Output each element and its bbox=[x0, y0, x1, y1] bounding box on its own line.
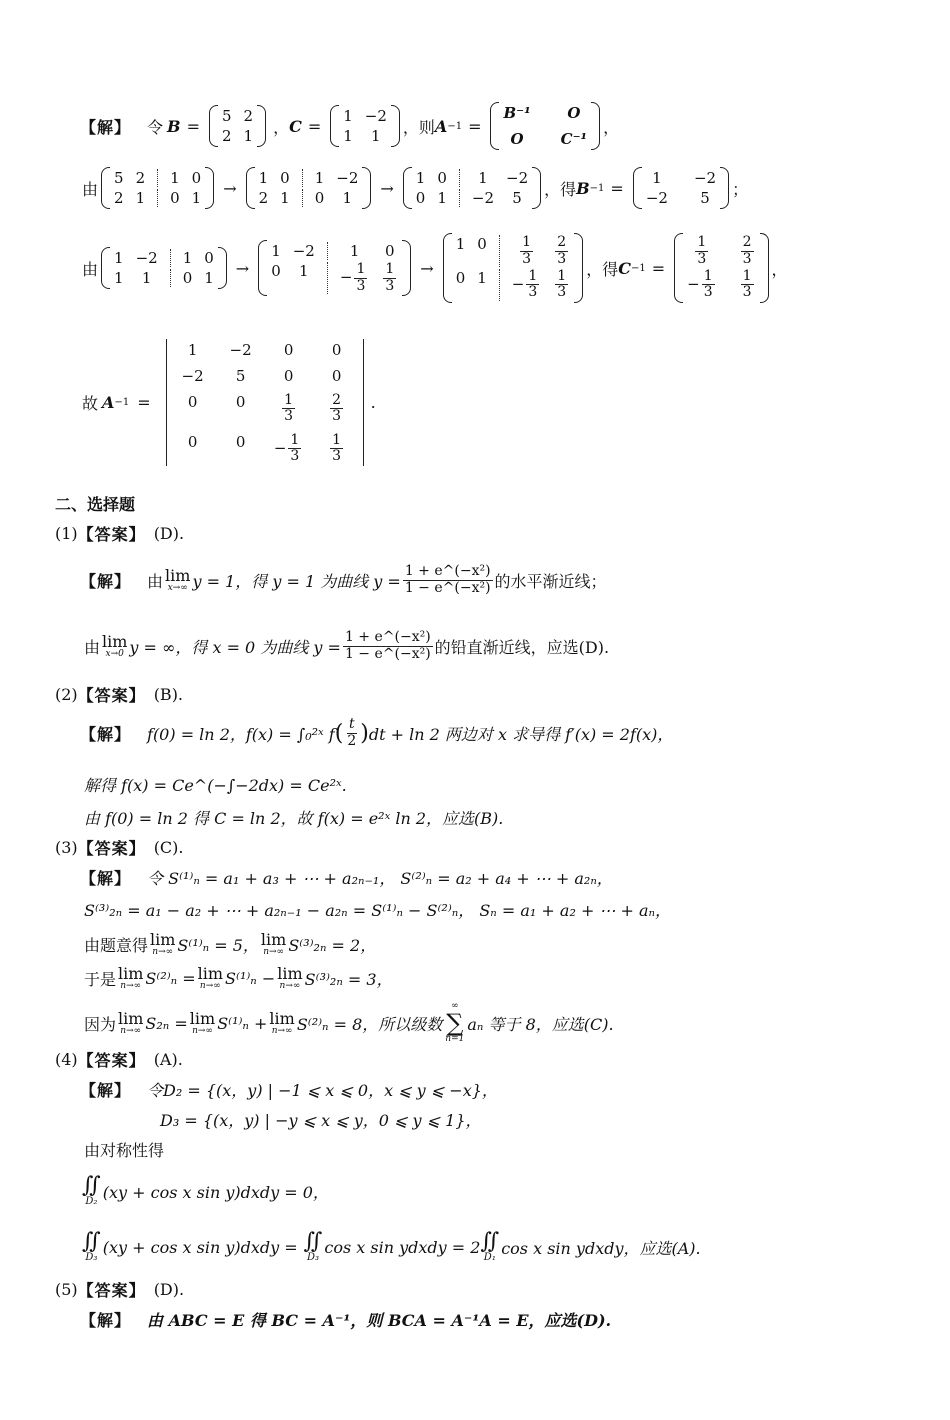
matrix-aug-6 bbox=[443, 233, 584, 303]
matrix-cell: 2 bbox=[258, 189, 269, 207]
text-then: ，则 bbox=[402, 117, 435, 137]
matrix-cell: 1 bbox=[204, 269, 214, 287]
q4-line3: 由对称性得 bbox=[84, 1141, 165, 1160]
matrix-cell: B⁻¹ bbox=[503, 104, 531, 122]
q4-line2: D₃ = {(x，y) | −y ⩽ x ⩽ y，0 ⩽ y ⩽ 1}， bbox=[160, 1111, 482, 1130]
q1-line1: 【解】 由 lim x→∞ y = 1，得 y = 1 为曲线 y = $\frac{\text{1 + e\textasciicircum{}(−x²)}}{\text{1 − e\textasciicircum{}(−x²)}}$ 的水平渐近线； bbox=[80, 563, 607, 596]
matrix-cell: 1 bbox=[114, 249, 124, 267]
matrix-cell: 0 bbox=[455, 269, 466, 287]
matrix-cell: 0 bbox=[204, 249, 214, 267]
matrix-cell: O bbox=[510, 130, 524, 148]
matrix-cell: − $\frac{1}{3}$ bbox=[511, 268, 538, 301]
matrix-cell: −2 bbox=[471, 189, 494, 207]
matrix-aug-5 bbox=[258, 240, 411, 296]
part1-line2: 由 5 2 1 0 2 1 0 1 → 1 0 1 −2 2 1 0 1 → 1 0 1 −2 0 1 −2 5 ，得 B −1 = 1 −2 −2 5 ； bbox=[82, 169, 749, 207]
matrix-cell: 1 bbox=[342, 189, 353, 207]
text-end: ， bbox=[603, 117, 620, 137]
matrix-cell: 1 bbox=[299, 262, 309, 281]
matrix-cell: 0 bbox=[283, 366, 294, 385]
matrix-cell: 1 bbox=[258, 169, 269, 187]
matrix-aug-1 bbox=[101, 167, 214, 209]
matrix-cell: $\frac{1}{3}$ bbox=[284, 391, 294, 425]
matrix-cell: 2 bbox=[243, 107, 254, 125]
matrix-cell: O bbox=[567, 104, 581, 122]
text-ling: 令 bbox=[147, 117, 164, 137]
matrix-cell: 0 bbox=[182, 269, 193, 287]
q3-line4: 于是 lim n→∞ S⁽²⁾ₙ = lim n→∞ S⁽¹⁾ₙ − lim n→∞ S⁽³⁾₂ₙ = 3， bbox=[84, 963, 393, 991]
jie-label: 【解】 bbox=[80, 117, 132, 137]
matrix-cell: 1 bbox=[280, 189, 290, 207]
text-you3: 由 bbox=[82, 259, 99, 279]
q3-line1: 【解】 令 S⁽¹⁾ₙ = a₁ + a₃ + ⋯ + a₂ₙ₋₁， S⁽²⁾ₙ = a₂ + a₄ + ⋯ + a₂ₙ， bbox=[80, 869, 613, 888]
matrix-cell: 0 bbox=[170, 189, 180, 207]
part1-line4: 故 A −1 = 1 −2 0 0 −2 5 0 0 0 0 $\frac{1}{3}$ $\frac{2}{3}$ 0 0 − $\frac{1}{3}$ $\frac{1}{3}$ . bbox=[82, 325, 376, 480]
matrix-cell: −2 bbox=[229, 340, 252, 359]
matrix-Cinv bbox=[674, 233, 768, 303]
matrix-cell: 1 bbox=[343, 127, 353, 145]
matrix-cell: 1 bbox=[114, 269, 124, 287]
matrix-cell: C⁻¹ bbox=[560, 130, 588, 148]
matrix-cell: 1 bbox=[141, 269, 152, 287]
matrix-aug-3 bbox=[403, 167, 541, 209]
matrix-cell: 5 bbox=[512, 189, 522, 207]
matrix-C bbox=[330, 105, 400, 147]
matrix-cell: −2 bbox=[181, 366, 204, 385]
part1-line1: 【解】 令 B = 5 2 2 1 ， C = 1 −2 1 1 ，则 A −1 = B⁻¹ O O C⁻¹ ， bbox=[80, 104, 620, 148]
matrix-cell: 2 bbox=[135, 169, 146, 187]
q3-line2: S⁽³⁾₂ₙ = a₁ − a₂ + ⋯ + a₂ₙ₋₁ − a₂ₙ = S⁽¹⁾ₙ − S⁽²⁾ₙ， Sₙ = a₁ + a₂ + ⋯ + aₙ， bbox=[84, 901, 672, 920]
matrix-cell: $\frac{1}{3}$ bbox=[522, 234, 531, 267]
text-gu: 故 bbox=[82, 394, 99, 413]
q5-line1: 【解】 由 ABC = E 得 BC = A⁻¹，则 BCA = A⁻¹A = E，应选(D). bbox=[80, 1311, 612, 1330]
matrix-cell: 1 bbox=[343, 107, 353, 125]
text-de: ，得 bbox=[544, 179, 577, 199]
matrix-cell: 5 bbox=[700, 189, 710, 207]
matrix-block bbox=[490, 102, 600, 150]
matrix-Binv bbox=[633, 167, 729, 209]
matrix-cell: 5 bbox=[235, 366, 246, 385]
matrix-cell: 1 bbox=[652, 169, 662, 187]
matrix-cell: −2 bbox=[645, 189, 668, 207]
matrix-cell: 1 bbox=[437, 189, 447, 207]
matrix-cell: 5 bbox=[221, 107, 232, 125]
matrix-Ainv bbox=[162, 339, 368, 467]
q4-answer: (4) 【答案】 (A). bbox=[55, 1050, 183, 1070]
matrix-cell: −2 bbox=[336, 169, 359, 187]
matrix-cell: 0 bbox=[437, 169, 447, 187]
matrix-cell: 5 bbox=[114, 169, 124, 187]
matrix-cell: 1 bbox=[415, 169, 426, 187]
q4-line5: ∬ D₃ (xy + cos x sin y)dxdy = ∬ D₃ cos x sin ydxdy = 2 ∬ D₁ cos x sin ydxdy，应选(A). bbox=[82, 1229, 701, 1263]
matrix-cell: $\frac{2}{3}$ bbox=[332, 391, 342, 425]
matrix-aug-4 bbox=[101, 247, 227, 289]
matrix-cell: 1 bbox=[191, 189, 202, 207]
matrix-cell: $\frac{1}{3}$ bbox=[557, 268, 567, 301]
matrix-cell: 0 bbox=[271, 262, 281, 281]
matrix-cell: 2 bbox=[114, 189, 124, 207]
matrix-cell: 0 bbox=[280, 169, 290, 187]
q3-answer: (3) 【答案】 (C). bbox=[55, 838, 184, 858]
q4-line1: 【解】 令D₂ = {(x，y) | −1 ⩽ x ⩽ 0，x ⩽ y ⩽ −x}， bbox=[80, 1081, 498, 1100]
matrix-cell: 1 bbox=[349, 242, 360, 261]
text-period: . bbox=[370, 393, 376, 412]
q2-line3: 由 f(0) = ln 2 得 C = ln 2，故 f(x) = e²ˣ ln 2，应选(B). bbox=[84, 809, 504, 828]
text-end2: ； bbox=[732, 179, 749, 199]
matrix-cell: 0 bbox=[331, 340, 342, 359]
matrix-cell: $\frac{1}{3}$ bbox=[385, 261, 395, 294]
q3-line3: 由题意得 lim n→∞ S⁽¹⁾ₙ = 5， lim n→∞ S⁽³⁾₂ₙ = 2， bbox=[84, 929, 377, 957]
matrix-cell: 1 bbox=[271, 242, 281, 261]
matrix-cell: −2 bbox=[292, 242, 315, 261]
q5-answer: (5) 【答案】 (D). bbox=[55, 1280, 185, 1300]
matrix-cell: 0 bbox=[415, 189, 426, 207]
text-end3: ， bbox=[771, 259, 788, 279]
matrix-B bbox=[209, 105, 266, 147]
q1-answer: (1) 【答案】 (D). bbox=[55, 524, 185, 544]
matrix-cell: $\frac{1}{3}$ bbox=[332, 431, 342, 464]
matrix-cell: −2 bbox=[693, 169, 717, 187]
q1-line2: 由 lim x→0 y = ∞，得 x = 0 为曲线 y = $\frac{\text{1 + e\textasciicircum{}(−x²)}}{\text{1 − e\textasciicircum{}(−x²)}}$ 的铅直渐近线，应选(D). bbox=[84, 629, 610, 662]
q4-line4: ∬ D₂ (xy + cos x sin y)dxdy = 0， bbox=[82, 1173, 329, 1207]
matrix-cell: 1 bbox=[477, 269, 487, 287]
matrix-cell: 1 bbox=[135, 189, 146, 207]
matrix-cell: 0 bbox=[477, 235, 487, 254]
matrix-cell: 1 bbox=[187, 340, 198, 359]
q3-line5: 因为 lim n→∞ S₂ₙ = lim n→∞ S⁽¹⁾ₙ + lim n→∞ S⁽²⁾ₙ = 8，所以级数 ∞ ∑ n=1 aₙ 等于 8，应选(C). bbox=[84, 1001, 614, 1044]
sym-C: C bbox=[289, 116, 302, 136]
q2-line2: 解得 f(x) = Ce^(−∫−2dx) = Ce²ˣ. bbox=[84, 776, 347, 795]
q2-answer: (2) 【答案】 (B). bbox=[55, 685, 184, 705]
matrix-cell: − $\frac{1}{3}$ bbox=[687, 268, 713, 301]
q2-line1: 【解】 f(0) = ln 2，f(x) = ∫₀²ˣ f ( $\frac{t}{2}$ ) dt + ln 2 两边对 x 求导得 f′(x) = 2f(x)， bbox=[80, 716, 674, 749]
matrix-cell: 1 bbox=[243, 127, 254, 145]
sym-A: A bbox=[434, 116, 448, 136]
matrix-cell: −2 bbox=[135, 249, 158, 267]
matrix-cell: 0 bbox=[385, 242, 395, 261]
matrix-cell: $\frac{2}{3}$ bbox=[557, 234, 567, 267]
matrix-cell: − $\frac{1}{3}$ bbox=[273, 431, 300, 464]
matrix-cell: 0 bbox=[235, 432, 246, 451]
text-de3: ，得 bbox=[586, 259, 619, 279]
part1-line3: 由 1 −2 1 0 1 1 0 1 → 1 −2 1 0 0 1 − $\frac{1}{3}$ $\frac{1}{3}$ → 1 0 $\frac{1}{3}$ $\frac{2}{3}$ 0 1 − $\frac{1}{3}$ $\frac{1}{3}$ ，得 C −1 = $\frac{1}{3}$ $\frac{2}{3}$ − $\frac{1}{3}$ $\frac{1}{3}$ ， bbox=[82, 222, 788, 314]
matrix-cell: 0 bbox=[187, 432, 198, 451]
matrix-cell: 0 bbox=[314, 189, 325, 207]
text-you: 由 bbox=[82, 179, 99, 199]
matrix-cell: − $\frac{1}{3}$ bbox=[339, 261, 366, 294]
matrix-cell: $\frac{1}{3}$ bbox=[742, 268, 752, 301]
eq-sign: = bbox=[186, 116, 200, 136]
matrix-cell: −2 bbox=[364, 107, 387, 125]
matrix-cell: 2 bbox=[221, 127, 232, 145]
sym-B: B bbox=[167, 116, 181, 136]
matrix-cell: 1 bbox=[478, 169, 488, 187]
matrix-cell: 0 bbox=[331, 366, 342, 385]
matrix-cell: −2 bbox=[506, 169, 529, 187]
matrix-cell: 0 bbox=[187, 392, 198, 411]
matrix-cell: 1 bbox=[170, 169, 180, 187]
matrix-cell: 0 bbox=[191, 169, 202, 187]
matrix-cell: 1 bbox=[371, 127, 381, 145]
matrix-aug-2 bbox=[246, 167, 372, 209]
matrix-cell: $\frac{2}{3}$ bbox=[742, 234, 752, 267]
matrix-cell: 1 bbox=[314, 169, 325, 187]
matrix-cell: $\frac{1}{3}$ bbox=[697, 234, 707, 267]
matrix-cell: 1 bbox=[182, 249, 193, 267]
matrix-cell: 0 bbox=[235, 392, 246, 411]
matrix-cell: 0 bbox=[283, 340, 294, 359]
matrix-cell: 1 bbox=[455, 235, 466, 254]
section-title: 二、选择题 bbox=[55, 495, 136, 514]
